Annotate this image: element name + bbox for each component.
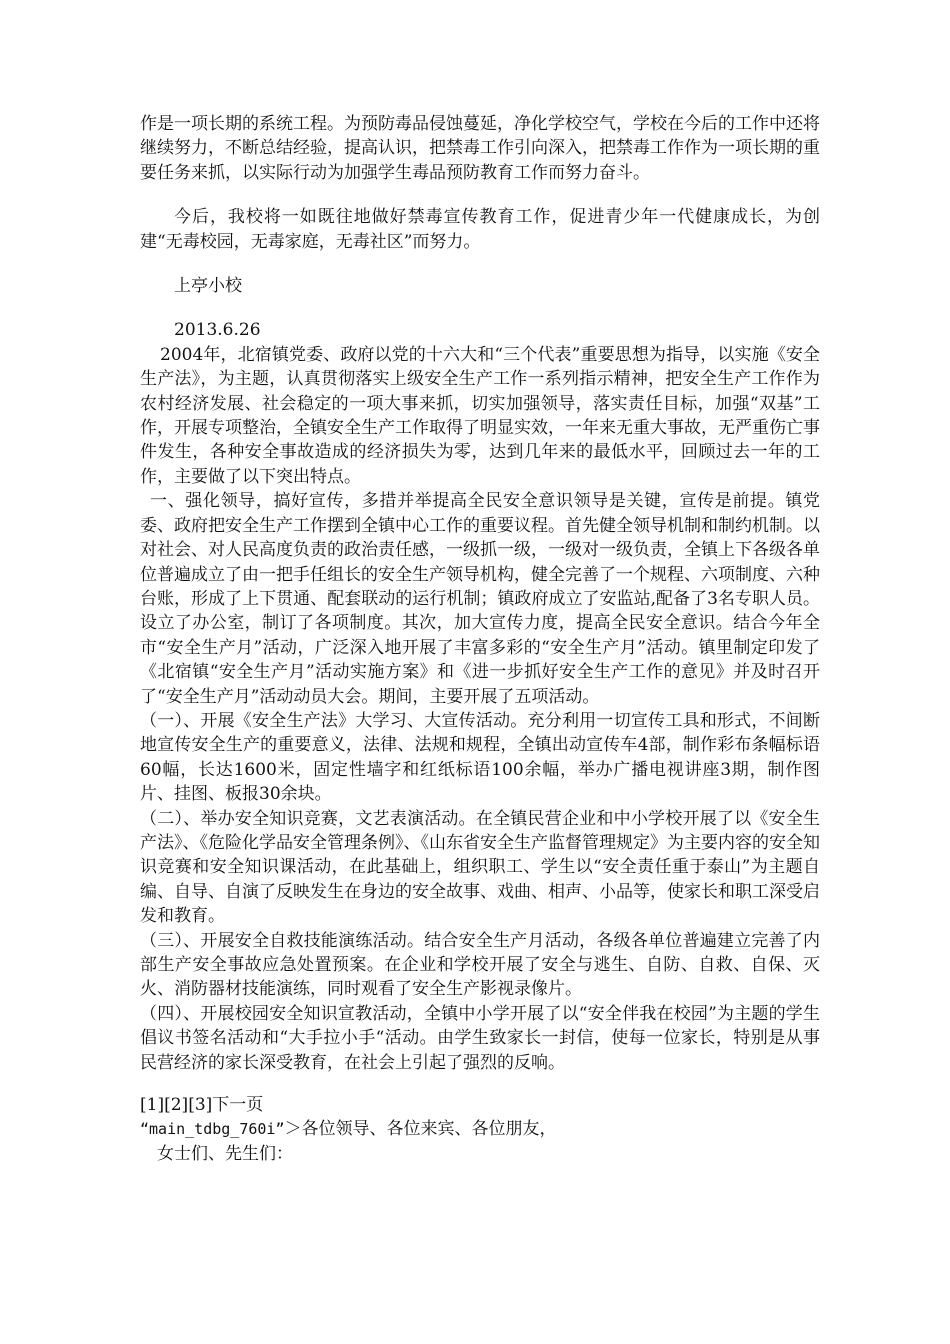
signature-date: 2013.6.26 [174, 320, 261, 341]
pagination [140, 1093, 820, 1117]
list-item-campus-education: （四）、开展校园安全知识宣教活动，全镇中小学开展了以“安全伴我在校园”为主题的学生倡议书签名活动和“大手拉小手“活动。由学生致家长一封信，使每一位家长，特别是从事民营经济的家长深受教育，在社会上引起了强烈的反响。 [140, 1003, 820, 1073]
paragraph-strengthen-leadership: 一、强化领导，搞好宣传，多措并举提高全民安全意识领导是关键，宣传是前提。镇党委、政府把安全生产工作摆到全镇中心工作的重要议程。首先健全领导机制和制约机制。以对社会、对人民高度负责的政治责任感，一级抓一级，一级对一级负责，全镇上下各级各单位普遍成立了由一把手任组长的安全生产领导机构，健全完善了一个规程、六项制度、六种台账，形成了上下贯通、配套联动的运行机制；镇政府成立了安监站,配备了3名专职人员。设立了办公室，制订了各项制度。其次，加大宣传力度，提高全民安全意识。结合今年全市“安全生产月”活动，广泛深入地开展了丰富多彩的“安全生产月”活动。镇里制定印发了《北宿镇“安全生产月”活动实施方案》和《进一步抓好安全生产工作的意见》并及时召开了“安全生产月”活动动员大会。期间，主要开展了五项活动。 [140, 491, 820, 707]
list-item-law-campaign: （一）、开展《安全生产法》大学习、大宣传活动。充分利用一切宣传工具和形式，不间断地宣传安全生产的重要意义，法律、法规和规程，全镇出动宣传车4部，制作彩布条幅标语60幅，长达1600米，固定性墙字和红纸标语100余幅，举办广播电视讲座3期，制作图片、挂图、板报30余块。 [140, 710, 820, 805]
page-link-3[interactable]: [3] [188, 1095, 213, 1116]
greeting-line-2: 女士们、先生们： [157, 1143, 293, 1164]
list-item-knowledge-contest: （二）、举办安全知识竞赛，文艺表演活动。在全镇民营企业和中小学校开展了以《安全生产法》、《危险化学品安全管理条例》、《山东省安全生产监督管理规定》为主要内容的安全知识竞赛和安全知识课活动，在此基础上，组织职工、学生以“安全责任重于泰山”为主题自编、自导、自演了反映发生在身边的安全故事、戏曲、相声、小品等，使家长和职工深受启发和教育。 [140, 808, 820, 927]
list-item-self-rescue-drill: （三）、开展安全自救技能演练活动。结合安全生产月活动，各级各单位普遍建立完善了内部生产安全事故应急处置预案。在企业和学校开展了安全与逃生、自防、自救、自保、灭火、消防器材技能演练，同时观看了安全生产影视录像片。 [140, 930, 820, 1000]
paragraph-prevention: 作是一项长期的系统工程。为预防毒品侵蚀蔓延，净化学校空气，学校在今后的工作中还将继续努力，不断总结经验，提高认识，把禁毒工作引向深入，把禁毒工作作为一项长期的重要任务来抓，以实际行动为加强学生毒品预防教育工作而努力奋斗。 [140, 114, 820, 183]
page-link-1[interactable]: [1] [140, 1095, 165, 1116]
greeting-line [140, 1117, 820, 1141]
paragraph-2004: 2004年，北宿镇党委、政府以党的十六大和“三个代表”重要思想为指导，以实施《安全生产法》，为主题，认真贯彻落实上级安全生产工作一系列指示精神，把安全生产工作作为农村经济发展、社会稳定的一项大事来抓，切实加强领导，落实责任目标，加强“双基”工作，开展专项整治，全镇安全生产工作取得了明显实效，一年来无重大事故，无严重伤亡事件发生，各种安全事故造成的经济损失为零，达到几年来的最低水平，回顾过去一年的工作，主要做了以下突出特点。 [140, 344, 820, 487]
code-tag: “main_tdbg_760i” [140, 1120, 285, 1139]
school-signature: 上亭小校 [174, 276, 242, 297]
next-page-link[interactable]: 下一页 [212, 1095, 264, 1116]
greeting-text: ＞各位领导、各位来宾、各位朋友， [284, 1119, 557, 1140]
document-body [140, 112, 820, 1166]
page-link-2[interactable]: [2] [164, 1095, 189, 1116]
paragraph-future: 今后，我校将一如既往地做好禁毒宣传教育工作，促进青少年一代健康成长，为创建“无毒校园，无毒家庭，无毒社区”而努力。 [140, 207, 820, 252]
